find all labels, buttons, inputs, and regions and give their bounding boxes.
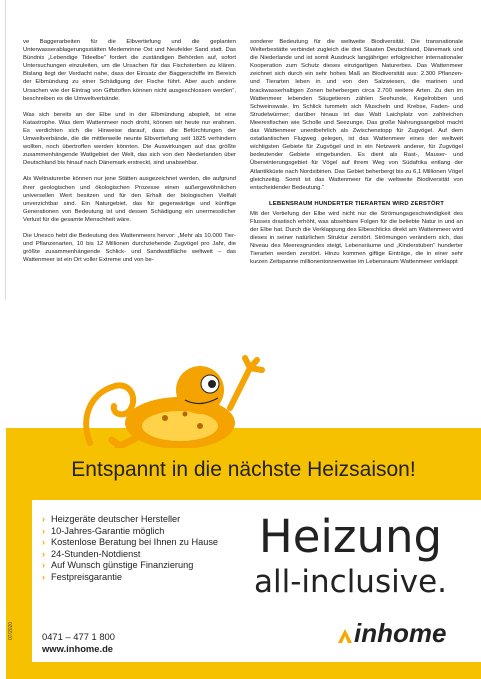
- chevron-right-icon: ›: [42, 560, 46, 571]
- phone-number: 0471 – 477 1 800: [42, 631, 115, 642]
- ad-headline: Entspannt in die nächste Heizsaison!: [71, 458, 416, 481]
- brand-name: inhome: [354, 618, 447, 648]
- article-paragraph: sonderer Bedeutung für die weltweite Biodiversität. Die transnationale Welterbestätte verbindet zugleich die drei Staaten Deutschland, Dänemark und die Niederlande und ist somit Ausdruck langjähriger erfolgreicher internationaler Kooperation zum Schutz dieses einzigartigen Naturerbes. Das Wattenmeer zeichnet sich durch ein sehr hohes Maß an Biodiversität aus: 2.300 Pflanzen- und Tierarten leben in und von den Salzwiesen, die marinen und brackwasserhaltigen Zonen beherbergen circa 2.700 weitere Arten. Zu den im Wattenmeer lebenden Säugetieren zählen Seehunde, Kegelrobben und Schweinswale. Im Schlick tummeln sich Muscheln und Krebse, Faden- und Strudelwürmer; darüber hinaus ist das Watt Laichplatz von zahlreichen Meeresfischen wie Scholle und Seezunge. Das große Nahrungsangebot macht das Wattenmeer unentbehrlich als Zwischenstopp für Zugvögel. Auf dem ostatlantischen Flugweg gelegen, ist das Wattenmeer eines der weltweit wichtigsten Gebiete für Zugvögel und in ein Netzwerk anderer, für Zugvögel bedeutender Gebiete eingebunden. Es dient als Rast-, Mauser- und Überwinterungsgebiet für Vögel auf ihrem Weg von Südafrika entlang der Atlantikküste nach Nordsibirien. Das Gebiet beherbergt bis zu 6,1 Millionen Vögel gleichzeitig. Somit ist das Wattenmeer für die weltweite Biodiversität von entscheidender Bedeutung.“: [250, 39, 463, 191]
- article-paragraph: Was sich bereits an der Elbe und in der Elbmündung abspielt, ist eine Katastrophe. Was dem Wattenmeer noch droht, können wir heute nur erahnen. Es verdichten sich die Hinweise darauf, dass die Befürchtungen der Umweltverbände, die die mittlerweile neunte Elbvertiefung seit 1825 verhindern wollten, noch übertroffen werden könnten. Die Auswirkungen auf das größte zusammenhängende Wattgebiet der Welt, das sich von den Niederlanden über Deutschland bis hinauf nach Dänemark erstreckt, sind unabsehbar.: [23, 111, 236, 167]
- contact-info: [42, 631, 115, 655]
- brand-logo: [332, 617, 472, 651]
- feature-label: Kostenlose Beratung bei Ihnen zu Hause: [51, 537, 219, 548]
- chevron-right-icon: ›: [42, 514, 46, 524]
- logo-mark-icon: [336, 627, 354, 645]
- ad-panel: [32, 500, 481, 662]
- article-subheading: LEBENSRAUM HUNDERTER TIERARTEN WIRD ZERSTÖRT: [268, 200, 445, 207]
- feature-label: Heizgeräte deutscher Hersteller: [51, 514, 181, 524]
- gecko-mascot-illustration: [60, 348, 270, 448]
- feature-label: Auf Wunsch günstige Finanzierung: [51, 560, 194, 571]
- feature-label: Festpreisgarantie: [51, 571, 122, 582]
- website-link[interactable]: www.inhome.de: [42, 643, 114, 654]
- list-item: [42, 572, 222, 584]
- chevron-right-icon: ›: [42, 548, 46, 559]
- print-code: 07/2020: [8, 621, 14, 640]
- page-edge: [0, 0, 6, 300]
- article-paragraph: Die Unesco hebt die Bedeutung des Wattenmeers hervor: „Mehr als 10.000 Tier- und Pflanzenarten, 10 bis 12 Millionen durchziehende Zugvögel pro Jahr, die größte zusammenhängende Schlick- und Sandwattfläche weltweit – das Wattenmeer ist ein Ort voller Extreme und von be-: [23, 232, 236, 264]
- chevron-right-icon: ›: [42, 571, 46, 582]
- list-item: [42, 537, 222, 549]
- chevron-right-icon: ›: [42, 525, 46, 536]
- list-item: [42, 514, 222, 526]
- article-paragraph: ve Baggerarbeiten für die Elbvertiefung und die geplanten Unterwasserablagerungsstätten Medemrinne Ost und Neufelder Sand statt. Das Bündnis „Lebendige Tideelbe“ fordert die zuständigen Behörden auf, sofort Untersuchungen einzuleiten, um die Ursachen für das Fischsterben zu klären. Bislang liegt der Verdacht nahe, dass der Einsatz der Baggerschiffe im Bereich der Elbmündung zu einer Schädigung der Fische führt. Aber auch andere Ursachen wie der Eintrag von Giftstoffen können nicht ausgeschlossen werden“, beschreiben es die Umweltverbände.: [23, 39, 236, 102]
- ad-banner: [6, 428, 481, 679]
- list-item: [42, 549, 222, 561]
- list-item: [42, 560, 222, 572]
- feature-label: 24-Stunden-Notdienst: [51, 548, 141, 559]
- feature-label: 10-Jahres-Garantie möglich: [51, 525, 165, 536]
- slogan-line-1: Heizung: [258, 510, 443, 563]
- article-paragraph: Als Weltnaturerbe können nur jene Stätten ausgezeichnet werden, die aufgrund ihrer geologischen und ökologischen Prozesse einen außergewöhnlichen universellen Wert besitzen und für den Erhalt der biologischen Vielfalt unverzichtbar sind. Ein Naturgebiet, das für gegenwärtige und künftige Generationen von Bedeutung ist und dessen Schädigung ein unermesslicher Verlust für die gesamte Menschheit wäre.: [23, 176, 236, 223]
- feature-list: [42, 514, 222, 584]
- list-item: [42, 526, 222, 538]
- article-column-right: [250, 38, 463, 438]
- article-paragraph: Mit der Vertiefung der Elbe wird nicht nur die Strömungsgeschwindigkeit des Flusses drastisch erhöht, was absehbare Folgen für die beliebte Natur in und an der Elbe hat. Durch die Verklappung des Elbeschlicks direkt am Wattenmeer wird dieses in seiner natürlichen Struktur zerstört. Strömungen verändern sich, das Niveau des Meeresgrundes steigt, Lebensräume und „Kinderstuben“ hunderter Tierarten werden zerstört. Hinzu kommen giftige Einträge, die in einer sehr kurzen Zeitspanne millionentonnenweise im Lebensraum Wattenmeer verklappt: [250, 210, 463, 266]
- chevron-right-icon: ›: [42, 537, 46, 548]
- slogan-line-2: all-inclusive.: [253, 564, 447, 600]
